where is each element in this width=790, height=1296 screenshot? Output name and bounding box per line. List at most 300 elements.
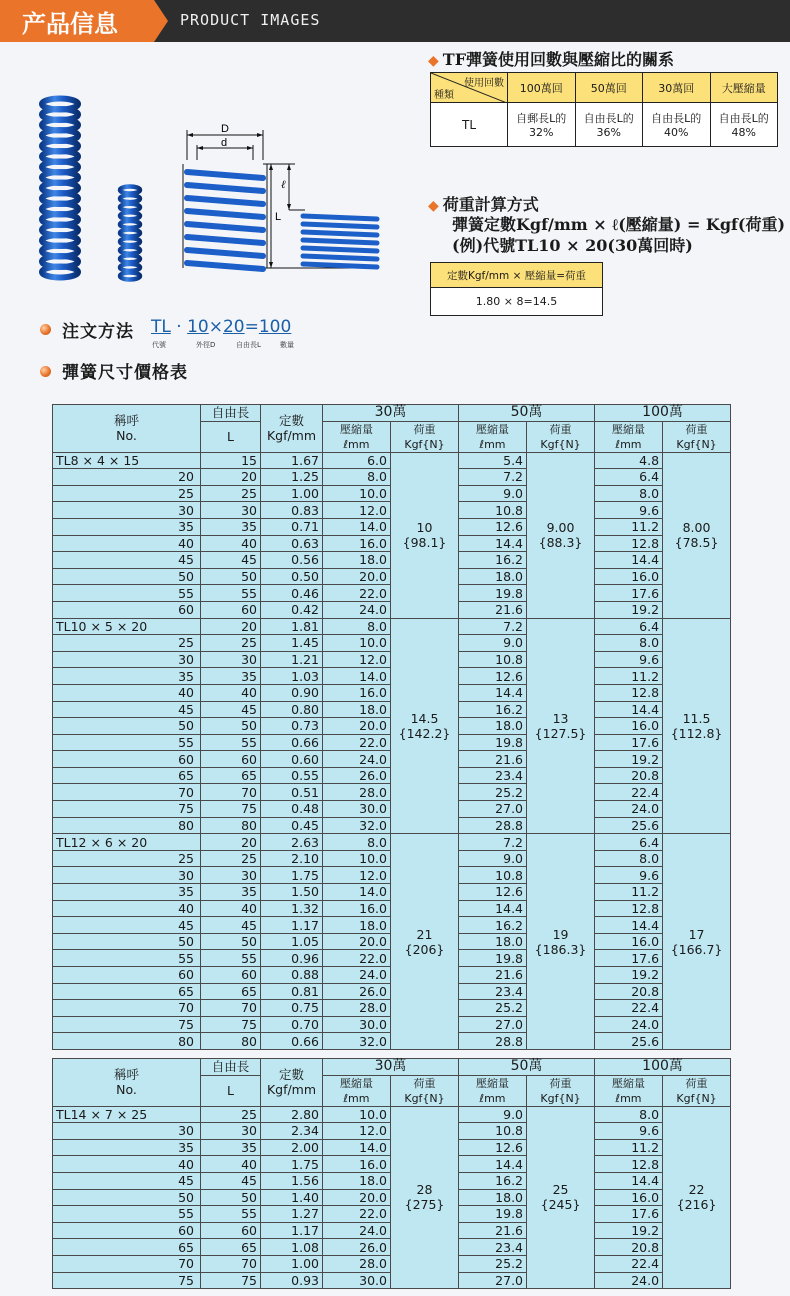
comp-100: 9.6	[595, 867, 663, 884]
spring-constant: 1.00	[261, 1255, 323, 1272]
comp-30: 14.0	[323, 518, 391, 535]
comp-50: 16.2	[459, 917, 527, 934]
comp-30: 30.0	[323, 801, 391, 818]
comp-50: 14.4	[459, 684, 527, 701]
tf-section-title: ◆ TF彈簧使用回數與壓縮比的關系	[428, 50, 675, 69]
spring-no-length: 40	[53, 684, 201, 701]
spring-no-length: 30	[53, 651, 201, 668]
comp-30: 22.0	[323, 734, 391, 751]
load-30: 21 {206}	[391, 834, 459, 1050]
spring-constant: 0.93	[261, 1272, 323, 1289]
col-L-header: L	[201, 421, 261, 452]
spring-constant: 0.88	[261, 967, 323, 984]
comp-header: 壓縮量 ℓmm	[323, 1075, 391, 1106]
calc-title: ◆ 荷重計算方式	[428, 195, 539, 214]
free-length: 45	[201, 701, 261, 718]
comp-50: 9.0	[459, 635, 527, 652]
comp-100: 11.2	[595, 884, 663, 901]
spring-constant: 1.56	[261, 1172, 323, 1189]
spring-no: TL14 × 7 × 25	[53, 1106, 201, 1123]
free-length: 40	[201, 535, 261, 552]
col-free-header: 自由長	[201, 405, 261, 422]
group-50-header: 50萬	[459, 405, 595, 422]
spring-no-length: 35	[53, 884, 201, 901]
spring-no-length: 35	[53, 1139, 201, 1156]
spring-constant: 0.63	[261, 535, 323, 552]
comp-30: 20.0	[323, 568, 391, 585]
spring-no-length: 40	[53, 535, 201, 552]
comp-100: 16.0	[595, 1189, 663, 1206]
tf-col-2: 30萬回	[643, 73, 711, 103]
comp-50: 23.4	[459, 1239, 527, 1256]
comp-50: 21.6	[459, 1222, 527, 1239]
comp-30: 16.0	[323, 535, 391, 552]
spring-constant: 0.83	[261, 502, 323, 519]
comp-30: 18.0	[323, 917, 391, 934]
comp-100: 8.0	[595, 485, 663, 502]
order-sub-qty: 數量	[280, 341, 294, 349]
comp-50: 18.0	[459, 1189, 527, 1206]
group-30-header: 30萬	[323, 405, 459, 422]
comp-50: 9.0	[459, 850, 527, 867]
spring-constant: 0.55	[261, 767, 323, 784]
spring-no-length: 60	[53, 967, 201, 984]
free-length: 40	[201, 684, 261, 701]
comp-50: 23.4	[459, 983, 527, 1000]
free-length: 35	[201, 518, 261, 535]
comp-100: 12.8	[595, 900, 663, 917]
comp-30: 28.0	[323, 1255, 391, 1272]
comp-100: 11.2	[595, 518, 663, 535]
load-header: 荷重 Kgf{N}	[527, 421, 595, 452]
comp-50: 5.4	[459, 452, 527, 469]
free-length: 70	[201, 784, 261, 801]
spring-no-length: 35	[53, 668, 201, 685]
comp-50: 23.4	[459, 767, 527, 784]
free-length: 45	[201, 1172, 261, 1189]
comp-30: 24.0	[323, 1222, 391, 1239]
load-header: 荷重 Kgf{N}	[391, 421, 459, 452]
comp-100: 19.2	[595, 601, 663, 618]
comp-header: 壓縮量 ℓmm	[459, 1075, 527, 1106]
comp-30: 14.0	[323, 1139, 391, 1156]
comp-50: 14.4	[459, 900, 527, 917]
comp-50: 18.0	[459, 568, 527, 585]
group-100-header: 100萬	[595, 405, 731, 422]
table-row	[53, 618, 731, 635]
free-length: 50	[201, 568, 261, 585]
header-title-cn: 产品信息	[22, 10, 118, 38]
col-name-header: 稱呼 No.	[53, 405, 201, 453]
comp-30: 30.0	[323, 1016, 391, 1033]
spring-constant: 1.75	[261, 1156, 323, 1173]
spring-no-length: 45	[53, 552, 201, 569]
table-row	[53, 1106, 731, 1123]
tf-cell-0: 自郵長L的 32%	[508, 103, 576, 147]
comp-100: 19.2	[595, 967, 663, 984]
spring-no-length: 60	[53, 601, 201, 618]
spring-no-length: 65	[53, 1239, 201, 1256]
spring-constant: 1.45	[261, 635, 323, 652]
spring-no-length: 45	[53, 917, 201, 934]
spring-constant: 0.42	[261, 601, 323, 618]
spring-constant: 2.00	[261, 1139, 323, 1156]
comp-30: 14.0	[323, 884, 391, 901]
spring-constant: 0.48	[261, 801, 323, 818]
spring-constant: 1.05	[261, 933, 323, 950]
load-30: 28 {275}	[391, 1106, 459, 1289]
group-100-header: 100萬	[595, 1059, 731, 1076]
comp-50: 12.6	[459, 518, 527, 535]
comp-30: 10.0	[323, 635, 391, 652]
load-50: 13 {127.5}	[527, 618, 595, 834]
dim-L-label: L	[275, 211, 282, 223]
comp-100: 20.8	[595, 1239, 663, 1256]
header-bar	[0, 0, 790, 42]
free-length: 50	[201, 718, 261, 735]
free-length: 55	[201, 1206, 261, 1223]
free-length: 65	[201, 1239, 261, 1256]
comp-header: 壓縮量 ℓmm	[459, 421, 527, 452]
spring-constant: 1.17	[261, 917, 323, 934]
comp-30: 12.0	[323, 867, 391, 884]
spring-no-length: 45	[53, 1172, 201, 1189]
spring-no-length: 25	[53, 635, 201, 652]
comp-50: 12.6	[459, 668, 527, 685]
spring-constant: 0.71	[261, 518, 323, 535]
free-length: 30	[201, 1123, 261, 1140]
comp-100: 14.4	[595, 1172, 663, 1189]
comp-100: 22.4	[595, 784, 663, 801]
comp-50: 12.6	[459, 1139, 527, 1156]
spring-constant: 0.50	[261, 568, 323, 585]
comp-50: 10.8	[459, 867, 527, 884]
free-length: 25	[201, 1106, 261, 1123]
comp-30: 26.0	[323, 983, 391, 1000]
comp-30: 32.0	[323, 1033, 391, 1050]
spring-no-length: 40	[53, 1156, 201, 1173]
tf-col-0: 100萬回	[508, 73, 576, 103]
comp-100: 20.8	[595, 767, 663, 784]
spring-constant: 0.60	[261, 751, 323, 768]
spring-constant: 0.66	[261, 734, 323, 751]
comp-30: 22.0	[323, 1206, 391, 1223]
comp-100: 6.4	[595, 618, 663, 635]
spring-constant: 1.67	[261, 452, 323, 469]
comp-50: 10.8	[459, 651, 527, 668]
comp-30: 12.0	[323, 1123, 391, 1140]
comp-30: 32.0	[323, 817, 391, 834]
comp-100: 22.4	[595, 1255, 663, 1272]
comp-100: 17.6	[595, 950, 663, 967]
comp-100: 14.4	[595, 917, 663, 934]
calc-box-value: 1.80 × 8=14.5	[431, 288, 603, 316]
tf-cell-1: 自由長L的 36%	[575, 103, 643, 147]
group-30-header: 30萬	[323, 1059, 459, 1076]
free-length: 15	[201, 452, 261, 469]
bullet-icon	[40, 324, 51, 335]
comp-50: 27.0	[459, 1016, 527, 1033]
comp-30: 6.0	[323, 452, 391, 469]
free-length: 60	[201, 1222, 261, 1239]
free-length: 55	[201, 585, 261, 602]
spring-constant: 0.66	[261, 1033, 323, 1050]
comp-header: 壓縮量 ℓmm	[323, 421, 391, 452]
free-length: 70	[201, 1000, 261, 1017]
free-length: 75	[201, 1272, 261, 1289]
tf-row-type: TL	[431, 103, 508, 147]
comp-100: 8.0	[595, 1106, 663, 1123]
spring-no-length: 30	[53, 1123, 201, 1140]
comp-100: 16.0	[595, 718, 663, 735]
comp-30: 10.0	[323, 1106, 391, 1123]
tf-col-3: 大壓縮量	[710, 73, 778, 103]
free-length: 20	[201, 618, 261, 635]
comp-50: 21.6	[459, 601, 527, 618]
comp-30: 22.0	[323, 950, 391, 967]
comp-50: 10.8	[459, 1123, 527, 1140]
comp-50: 16.2	[459, 552, 527, 569]
free-length: 35	[201, 668, 261, 685]
order-label: 注文方法	[62, 322, 134, 342]
spring-no-length: 75	[53, 1016, 201, 1033]
free-length: 75	[201, 1016, 261, 1033]
comp-100: 24.0	[595, 1272, 663, 1289]
comp-100: 11.2	[595, 1139, 663, 1156]
load-50: 19 {186.3}	[527, 834, 595, 1050]
spring-no-length: 80	[53, 817, 201, 834]
comp-50: 21.6	[459, 967, 527, 984]
comp-50: 28.8	[459, 817, 527, 834]
comp-30: 10.0	[323, 850, 391, 867]
spring-constant: 2.80	[261, 1106, 323, 1123]
spring-constant: 0.96	[261, 950, 323, 967]
free-length: 35	[201, 1139, 261, 1156]
free-length: 45	[201, 552, 261, 569]
comp-30: 22.0	[323, 585, 391, 602]
spring-no-length: 35	[53, 518, 201, 535]
comp-50: 16.2	[459, 701, 527, 718]
comp-50: 7.2	[459, 469, 527, 486]
spring-constant: 1.27	[261, 1206, 323, 1223]
col-L-header: L	[201, 1075, 261, 1106]
spring-constant: 0.80	[261, 701, 323, 718]
comp-50: 25.2	[459, 1255, 527, 1272]
spring-no-length: 30	[53, 502, 201, 519]
comp-100: 14.4	[595, 552, 663, 569]
free-length: 40	[201, 1156, 261, 1173]
comp-50: 21.6	[459, 751, 527, 768]
comp-30: 18.0	[323, 552, 391, 569]
comp-100: 19.2	[595, 1222, 663, 1239]
load-30: 14.5 {142.2}	[391, 618, 459, 834]
spring-no-length: 70	[53, 784, 201, 801]
comp-50: 7.2	[459, 618, 527, 635]
spring-constant: 1.17	[261, 1222, 323, 1239]
spring-constant: 0.81	[261, 983, 323, 1000]
comp-100: 6.4	[595, 834, 663, 851]
comp-100: 4.8	[595, 452, 663, 469]
spring-no-length: 60	[53, 1222, 201, 1239]
comp-30: 20.0	[323, 1189, 391, 1206]
free-length: 50	[201, 933, 261, 950]
comp-100: 14.4	[595, 701, 663, 718]
comp-100: 16.0	[595, 933, 663, 950]
load-100: 11.5 {112.8}	[663, 618, 731, 834]
diamond-icon: ◆	[428, 198, 439, 214]
free-length: 30	[201, 867, 261, 884]
free-length: 25	[201, 850, 261, 867]
spring-no-length: 80	[53, 1033, 201, 1050]
comp-50: 9.0	[459, 1106, 527, 1123]
col-const-header: 定數 Kgf/mm	[261, 405, 323, 453]
comp-30: 30.0	[323, 1272, 391, 1289]
free-length: 55	[201, 950, 261, 967]
spring-constant: 1.75	[261, 867, 323, 884]
comp-30: 26.0	[323, 1239, 391, 1256]
comp-50: 25.2	[459, 784, 527, 801]
load-100: 8.00 {78.5}	[663, 452, 731, 618]
spring-constant: 1.32	[261, 900, 323, 917]
load-100: 22 {216}	[663, 1106, 731, 1289]
free-length: 80	[201, 1033, 261, 1050]
spring-no-length: 50	[53, 1189, 201, 1206]
table-row	[53, 452, 731, 469]
free-length: 60	[201, 751, 261, 768]
free-length: 65	[201, 983, 261, 1000]
free-length: 30	[201, 651, 261, 668]
spring-constant: 1.00	[261, 485, 323, 502]
spring-constant: 0.51	[261, 784, 323, 801]
comp-100: 17.6	[595, 585, 663, 602]
comp-100: 9.6	[595, 651, 663, 668]
spring-constant: 0.45	[261, 817, 323, 834]
tf-col-1: 50萬回	[575, 73, 643, 103]
free-length: 30	[201, 502, 261, 519]
free-length: 20	[201, 469, 261, 486]
spring-constant: 1.25	[261, 469, 323, 486]
spring-product-image	[30, 90, 170, 290]
order-sub-code: 代號	[152, 341, 166, 349]
comp-100: 25.6	[595, 817, 663, 834]
tf-cell-3: 自由長L的 48%	[710, 103, 778, 147]
comp-30: 18.0	[323, 701, 391, 718]
tf-ratio-table	[430, 72, 778, 147]
comp-30: 24.0	[323, 967, 391, 984]
spring-no: TL12 × 6 × 20	[53, 834, 201, 851]
load-header: 荷重 Kgf{N}	[663, 421, 731, 452]
order-sub-free: 自由長L	[236, 341, 261, 349]
group-50-header: 50萬	[459, 1059, 595, 1076]
spring-constant: 1.40	[261, 1189, 323, 1206]
spring-constant: 1.03	[261, 668, 323, 685]
comp-50: 19.8	[459, 950, 527, 967]
calc-example-box	[430, 262, 603, 316]
comp-30: 8.0	[323, 618, 391, 635]
tf-corner-cell: 使用回數 種類	[431, 73, 508, 103]
comp-100: 24.0	[595, 1016, 663, 1033]
comp-30: 8.0	[323, 469, 391, 486]
comp-100: 12.8	[595, 684, 663, 701]
comp-100: 8.0	[595, 850, 663, 867]
spring-constant: 1.50	[261, 884, 323, 901]
load-50: 9.00 {88.3}	[527, 452, 595, 618]
comp-50: 27.0	[459, 801, 527, 818]
free-length: 60	[201, 601, 261, 618]
comp-30: 8.0	[323, 834, 391, 851]
price-table-title: 彈簧尺寸價格表	[62, 363, 188, 383]
comp-100: 6.4	[595, 469, 663, 486]
col-free-header: 自由長	[201, 1059, 261, 1076]
comp-30: 12.0	[323, 651, 391, 668]
comp-50: 25.2	[459, 1000, 527, 1017]
load-50: 25 {245}	[527, 1106, 595, 1289]
spring-no: TL10 × 5 × 20	[53, 618, 201, 635]
comp-30: 14.0	[323, 668, 391, 685]
comp-50: 18.0	[459, 933, 527, 950]
free-length: 35	[201, 884, 261, 901]
comp-50: 14.4	[459, 535, 527, 552]
free-length: 25	[201, 485, 261, 502]
comp-30: 24.0	[323, 751, 391, 768]
bullet-icon	[40, 366, 51, 377]
spring-no-length: 55	[53, 585, 201, 602]
comp-100: 17.6	[595, 734, 663, 751]
comp-100: 19.2	[595, 751, 663, 768]
comp-100: 8.0	[595, 635, 663, 652]
order-code-example: TL · 10×20=100	[151, 317, 292, 337]
spring-no-length: 65	[53, 767, 201, 784]
spring-constant: 0.70	[261, 1016, 323, 1033]
free-length: 40	[201, 900, 261, 917]
spring-constant: 0.73	[261, 718, 323, 735]
spring-no-length: 70	[53, 1255, 201, 1272]
spring-no-length: 50	[53, 718, 201, 735]
comp-50: 27.0	[459, 1272, 527, 1289]
spring-no-length: 30	[53, 867, 201, 884]
dim-d-label: d	[221, 137, 228, 149]
dim-l-label: ℓ	[281, 179, 286, 191]
comp-30: 18.0	[323, 1172, 391, 1189]
spring-constant: 1.81	[261, 618, 323, 635]
comp-50: 10.8	[459, 502, 527, 519]
comp-30: 20.0	[323, 933, 391, 950]
spring-no: TL8 × 4 × 15	[53, 452, 201, 469]
spring-no-length: 75	[53, 801, 201, 818]
comp-30: 16.0	[323, 684, 391, 701]
header-arrow	[154, 0, 168, 42]
free-length: 60	[201, 967, 261, 984]
spring-constant: 0.90	[261, 684, 323, 701]
comp-30: 16.0	[323, 900, 391, 917]
spring-no-length: 20	[53, 469, 201, 486]
spring-no-length: 40	[53, 900, 201, 917]
comp-30: 20.0	[323, 718, 391, 735]
comp-50: 9.0	[459, 485, 527, 502]
calc-box-title: 定數Kgf/mm × 壓縮量=荷重	[431, 263, 603, 288]
comp-100: 25.6	[595, 1033, 663, 1050]
tf-cell-2: 自由長L的 40%	[643, 103, 711, 147]
comp-50: 28.8	[459, 1033, 527, 1050]
free-length: 80	[201, 817, 261, 834]
spring-no-length: 45	[53, 701, 201, 718]
comp-100: 17.6	[595, 1206, 663, 1223]
comp-header: 壓縮量 ℓmm	[595, 421, 663, 452]
comp-50: 19.8	[459, 734, 527, 751]
spring-constant: 0.46	[261, 585, 323, 602]
spring-no-length: 50	[53, 933, 201, 950]
comp-100: 24.0	[595, 801, 663, 818]
